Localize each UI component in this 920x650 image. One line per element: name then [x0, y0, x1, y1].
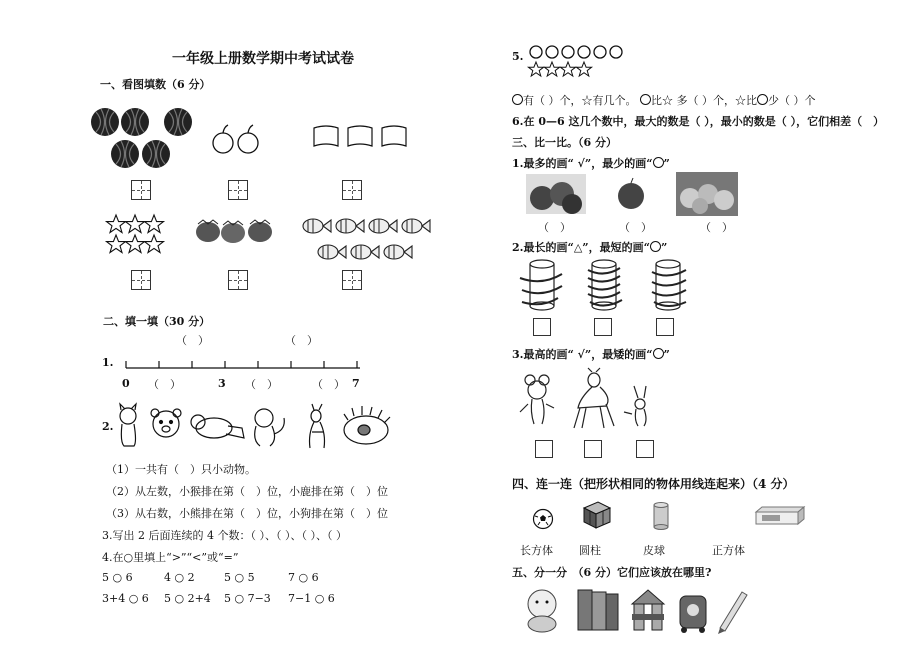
- circle-icon: [562, 46, 574, 58]
- apple-blank[interactable]: （ ）: [619, 221, 652, 234]
- numberline-blank[interactable]: （ ）: [148, 378, 181, 391]
- shape-label[interactable]: 皮球: [643, 544, 665, 557]
- triangle-icon: △: [573, 241, 583, 254]
- watermelon-icon: [121, 108, 149, 136]
- books-icon: [578, 590, 618, 630]
- section-5-heading: 五、分一分 （6 分）它们应该放在哪里?: [512, 566, 712, 579]
- star-icon: [145, 235, 164, 253]
- star-icon: [107, 215, 126, 233]
- watermelon-icon: [91, 108, 119, 136]
- soccer-ball-icon: [532, 508, 554, 530]
- watermelon-icon: [142, 140, 170, 168]
- q2-part-1: （1）一共有（ ）只小动物。: [106, 463, 256, 476]
- q2-part-2: （2）从左数，小猴排在第（ ）位，小鹿排在第（ ）位: [106, 485, 388, 498]
- numberline-7: 7: [352, 377, 360, 390]
- section-1-heading: 一、看图填数（6 分）: [100, 78, 211, 91]
- fish-icon: [351, 245, 379, 259]
- compare-item[interactable]: 5 ○ 7−3: [224, 592, 271, 605]
- section-2-heading: 二、填一填（30 分）: [103, 315, 211, 328]
- answer-grid-box[interactable]: [228, 180, 248, 200]
- q4-text: 4.在○里填上“>”“<”或“=”: [102, 551, 239, 564]
- watermelon-icon: [164, 108, 192, 136]
- animal-row: [114, 404, 404, 450]
- circle-icon: [653, 157, 664, 168]
- fish-icon: [369, 219, 397, 233]
- mouse-icon: [520, 375, 554, 424]
- strawberry-icon: [248, 220, 272, 242]
- circle-icon: [653, 348, 664, 359]
- star-icon: [560, 62, 575, 76]
- q2-label: 2.: [102, 420, 114, 433]
- cube-icon: [582, 500, 612, 530]
- cylinder-can-icon: [652, 502, 670, 530]
- s3-part-3: [512, 346, 670, 362]
- strawberry-icon: [196, 220, 220, 242]
- page-title: 一年级上册数学期中考试试卷: [172, 51, 354, 67]
- star-icon: [107, 235, 126, 253]
- circle-icon: [546, 46, 558, 58]
- deer-icon: [574, 368, 614, 428]
- answer-grid-box[interactable]: [131, 180, 151, 200]
- s3-part-3-text-end: ”: [663, 348, 670, 361]
- fish-icon: [384, 245, 412, 259]
- circle-icon: [530, 46, 542, 58]
- numberline-blank[interactable]: （ ）: [245, 378, 278, 391]
- apple-pile-large: [526, 174, 586, 214]
- dog-icon: [191, 415, 244, 438]
- star-icon: ☆: [581, 94, 593, 107]
- q5-text: 有几个。: [592, 94, 637, 107]
- apple-single: [616, 178, 646, 210]
- star-icon: [126, 215, 145, 233]
- bear-icon: [151, 409, 181, 437]
- answer-grid-box[interactable]: [131, 270, 151, 290]
- circle-icon: [610, 46, 622, 58]
- s3-part-2-text: 2.最长的画“: [512, 241, 574, 254]
- q1-label: 1.: [102, 356, 114, 369]
- flag-icon: [348, 126, 372, 146]
- answer-box[interactable]: [656, 318, 674, 336]
- compare-item[interactable]: 7 ○ 6: [288, 571, 319, 584]
- numberline-0: 0: [122, 377, 130, 390]
- strawberry-group: [195, 218, 285, 246]
- q5-text: 少（ ）个: [768, 94, 816, 107]
- compare-item[interactable]: 5 ○ 5: [224, 571, 255, 584]
- s3-part-1-text: 1.最多的画“ √”，最少的画“: [512, 157, 653, 170]
- q5-text: 多（ ）个，: [676, 94, 735, 107]
- rope-cylinder-icon: [588, 260, 622, 310]
- fish-icon: [303, 219, 331, 233]
- circle-icon: [512, 94, 523, 105]
- doll-icon: [528, 590, 556, 632]
- answer-grid-box[interactable]: [228, 270, 248, 290]
- star-icon: [576, 62, 591, 76]
- rabbit-icon: [624, 386, 646, 426]
- flag-icon: [314, 126, 338, 146]
- compare-item[interactable]: 5 ○ 2+4: [164, 592, 211, 605]
- answer-box[interactable]: [535, 440, 553, 458]
- strawberry-icon: [221, 221, 245, 243]
- star-icon: [528, 62, 543, 76]
- circle-icon: [594, 46, 606, 58]
- q5-text: 有（ ）个，: [523, 94, 582, 107]
- star-icon: [126, 235, 145, 253]
- watermelon-group: [90, 104, 200, 174]
- circle-icon: [650, 241, 661, 252]
- compare-item[interactable]: 4 ○ 2: [164, 571, 195, 584]
- apple-blank[interactable]: （ ）: [700, 221, 733, 234]
- s3-part-1: [512, 155, 670, 171]
- rope-cylinder-group: [518, 258, 708, 314]
- star-icon: [544, 62, 559, 76]
- rope-cylinder-icon: [652, 260, 686, 310]
- fish-group: [298, 214, 438, 268]
- shape-label[interactable]: 圆柱: [579, 544, 601, 557]
- circle-icon: [640, 94, 651, 105]
- answer-box[interactable]: [594, 318, 612, 336]
- star-row: [528, 61, 598, 77]
- section-4-heading: 四、连一连（把形状相同的物体用线连起来）（4 分）: [512, 477, 795, 491]
- star-icon: ☆: [662, 94, 673, 107]
- monkey-icon: [255, 409, 285, 446]
- height-animal-group: [520, 368, 670, 432]
- numberline-blank[interactable]: （ ）: [312, 378, 345, 391]
- s3-part-2: [512, 239, 667, 255]
- apple-outline-group: [210, 122, 270, 158]
- q5-text: 比: [746, 94, 757, 107]
- apple-icon: [213, 125, 233, 153]
- q5-label: 5.: [512, 50, 524, 63]
- flag-group: [312, 124, 412, 154]
- star-icon: ☆: [735, 94, 746, 107]
- s3-part-1-text-end: ”: [663, 157, 670, 170]
- circle-row: [528, 44, 628, 60]
- pencil-icon: [718, 592, 747, 634]
- star-icon: [145, 215, 164, 233]
- top-blank[interactable]: （ ）: [176, 334, 209, 347]
- compare-item[interactable]: 5 ○ 6: [102, 571, 133, 584]
- answer-box[interactable]: [636, 440, 654, 458]
- answer-box[interactable]: [533, 318, 551, 336]
- s3-part-2-text-end: ”: [660, 241, 668, 254]
- shape-label[interactable]: 长方体: [520, 544, 553, 557]
- deer-icon: [310, 404, 325, 448]
- star-group: [106, 214, 166, 256]
- circle-icon: [757, 94, 768, 105]
- rope-cylinder-icon: [520, 260, 562, 310]
- box-package-icon: [754, 504, 806, 526]
- building-blocks-icon: [632, 590, 664, 630]
- apple-icon: [238, 125, 258, 153]
- fish-icon: [336, 219, 364, 233]
- q6-text: 6.在 0—6 这几个数中，最大的数是（ ），最小的数是（ ），它们相差（ ）: [512, 115, 885, 128]
- apple-pile-small: [676, 172, 738, 216]
- q5-text: 比: [651, 94, 662, 107]
- hedgehog-icon: [344, 406, 390, 444]
- sorting-items-group: [520, 584, 750, 634]
- q3-text: 3.写出 2 后面连续的 4 个数：（ ）、（ ）、（ ）、（ ）: [102, 529, 347, 542]
- number-line: [124, 358, 364, 372]
- compare-item[interactable]: 3+4 ○ 6: [102, 592, 149, 605]
- q2-part-3: （3）从右数，小熊排在第（ ）位，小狗排在第（ ）位: [106, 507, 388, 520]
- watermelon-icon: [111, 140, 139, 168]
- apple-blank[interactable]: （ ）: [538, 221, 571, 234]
- flag-icon: [382, 126, 406, 146]
- q5-question: [512, 92, 816, 108]
- s3-part-2-text: ”，最短的画“: [582, 241, 650, 254]
- answer-box[interactable]: [584, 440, 602, 458]
- numberline-3: 3: [218, 377, 226, 390]
- cat-icon: [120, 404, 136, 446]
- answer-grid-box[interactable]: [342, 180, 362, 200]
- shape-label[interactable]: 正方体: [712, 544, 745, 557]
- circle-icon: [578, 46, 590, 58]
- top-blank[interactable]: （ ）: [285, 334, 318, 347]
- school-bag-icon: [680, 596, 706, 633]
- s3-part-3-text: 3.最高的画“ √”，最矮的画“: [512, 348, 653, 361]
- fish-icon: [402, 219, 430, 233]
- section-3-heading: 三、比一比。（6 分）: [512, 136, 617, 149]
- answer-grid-box[interactable]: [342, 270, 362, 290]
- compare-item[interactable]: 7−1 ○ 6: [288, 592, 335, 605]
- fish-icon: [318, 245, 346, 259]
